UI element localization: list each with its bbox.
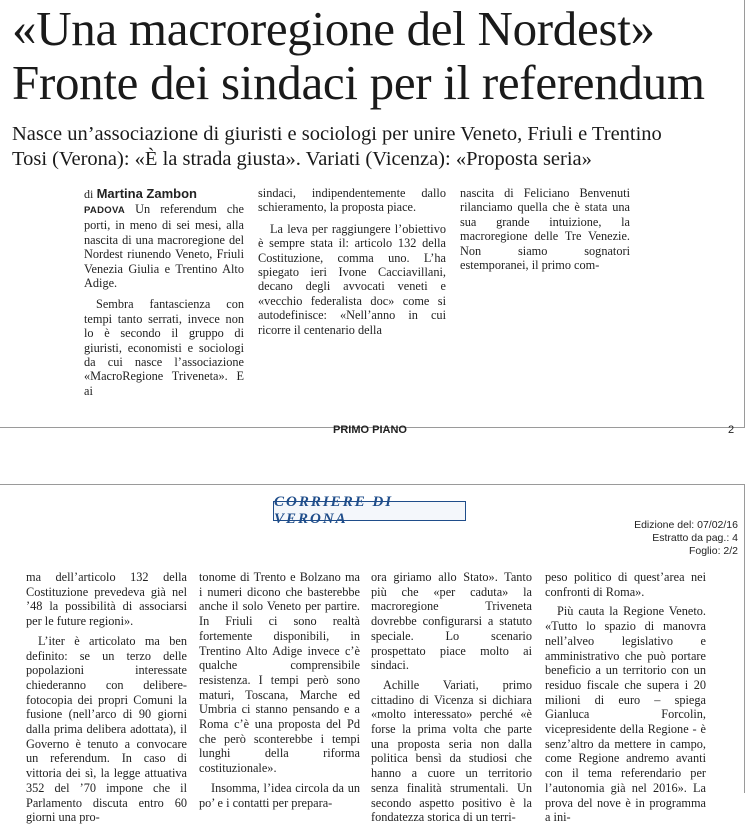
page-number: 2 [728,424,735,436]
paragraph: Sembra fantascienza con tempi tanto serrati, invece non lo è secondo il gruppo di giuristi, economisti e sociologi da cui nasce l’associazione «MacroRegione Triveneta». E ai [84,297,244,398]
continuation-column-1 [26,570,187,825]
continuation-column-4 [545,570,706,825]
paragraph: sindaci, indipendentemente dallo schieramento, la proposta piace. [258,186,446,215]
newspaper-masthead: CORRIERE DI VERONA [273,501,466,521]
extract-page: Estratto da pag.: 4 [652,532,738,544]
paragraph: peso politico di quest’area nei confronti di Roma». [545,570,706,599]
article-column-1 [84,186,244,398]
paragraph: PADOVA Un referendum che porti, in meno di sei mesi, alla nascita di una macroregione del Nordest riunendo Veneto, Friuli Venezia Giulia e Trentino Alto Adige. [84,202,244,291]
section-label: PRIMO PIANO [333,424,407,436]
headline [12,2,738,110]
article-column-2 [258,186,446,337]
continuation-column-2 [199,570,360,810]
paragraph: tonome di Trento e Bolzano ma i numeri dicono che basterebbe anche il solo Veneto per partire. In Friuli ci sono realtà fortemente disponibili, in Trentino Alto Adige invece c’è qualche comprensibile resistenza. I tempi però sono maturi, Toscana, Marche ed Umbria ci stanno pensando e a Roma c’è una proposta del Pd che però sconterebbe i tempi lunghi della riforma costituzionale». [199,570,360,776]
byline: di Martina Zambon [84,186,197,201]
subhead-line-2: Tosi (Verona): «È la strada giusta». Variati (Vicenza): «Proposta seria» [12,148,592,170]
continuation-column-3 [371,570,532,825]
sheet-number: Foglio: 2/2 [688,545,738,557]
paragraph: ma dell’articolo 132 della Costituzione prevedeva già nel ’48 la possibilità di associarsi per le future regioni». [26,570,187,629]
paragraph: Insomma, l’idea circola da un po’ e i contatti per prepara- [199,780,360,810]
paragraph: La leva per raggiungere l’obiettivo è sempre stata il: articolo 132 della Costituzione, comma uno. L’ha spiegato ieri Ivone Cacciavillani, decano degli avvocati veneti e «vecchio federalista doc» come si autodefinisce: «Nell’anno in cui ricorre il centenario della [258,221,446,337]
headline-line-1: «Una macroregione del Nordest» [12,1,655,56]
edition-info [634,519,738,558]
paragraph: nascita di Feliciano Benvenuti rilanciamo quella che è stata una sua grande intuizione, la macroregione delle Tre Venezie. Non siamo sognatori estemporanei, il primo com- [460,186,630,273]
paragraph: ora giriamo allo Stato». Tanto più che «per caduta» la macroregione Triveneta dovrebbe configurarsi a statuto speciale. Lo scenario prospettato piace molto ai sindaci. [371,570,532,673]
article-column-3 [460,186,630,272]
headline-line-2: Fronte dei sindaci per il referendum [12,55,705,110]
edition-date: Edizione del: 07/02/16 [634,519,738,531]
paragraph: L’iter è articolato ma ben definito: se un terzo delle popolazioni interessate chiederanno con delibere-fotocopia dei propri Comuni la fusione (nell’arco di 90 giorni dalla prima delibera adottata), il Governo è tenuto a convocare un referendum. In caso di vittoria dei sì, la legge attuativa 352 del ’70 impone che il Parlamento discuta entro 60 giorni una pro- [26,633,187,825]
dateline: PADOVA [84,205,126,216]
subheadline [12,122,738,172]
author-name: Martina Zambon [96,186,197,201]
paragraph: Achille Variati, primo cittadino di Vicenza si dichiara «molto interessato» perché «è forse la prima volta che parte una proposta seria non dalla politica bensì da studiosi che hanno a cuore un territorio senza finalità strumentali. Un secondo aspetto positivo è la fondatezza storica di un terri- [371,677,532,825]
subhead-line-1: Nasce un’associazione di giuristi e sociologi per unire Veneto, Friuli e Trentino [12,123,662,145]
paragraph: Più cauta la Regione Veneto. «Tutto lo spazio di manovra nell’alveo legislativo e amministrativo che può portare beneficio a un territorio con un residuo fiscale che supera i 20 milioni di euro – spiega Gianluca Forcolin, vicepresidente della Regione - è senz’altro da mettere in campo, come Regione andremo avanti con il tema referendario per l’autonomia già nel 2016». La prova del nove è in programma a ini- [545,604,706,825]
